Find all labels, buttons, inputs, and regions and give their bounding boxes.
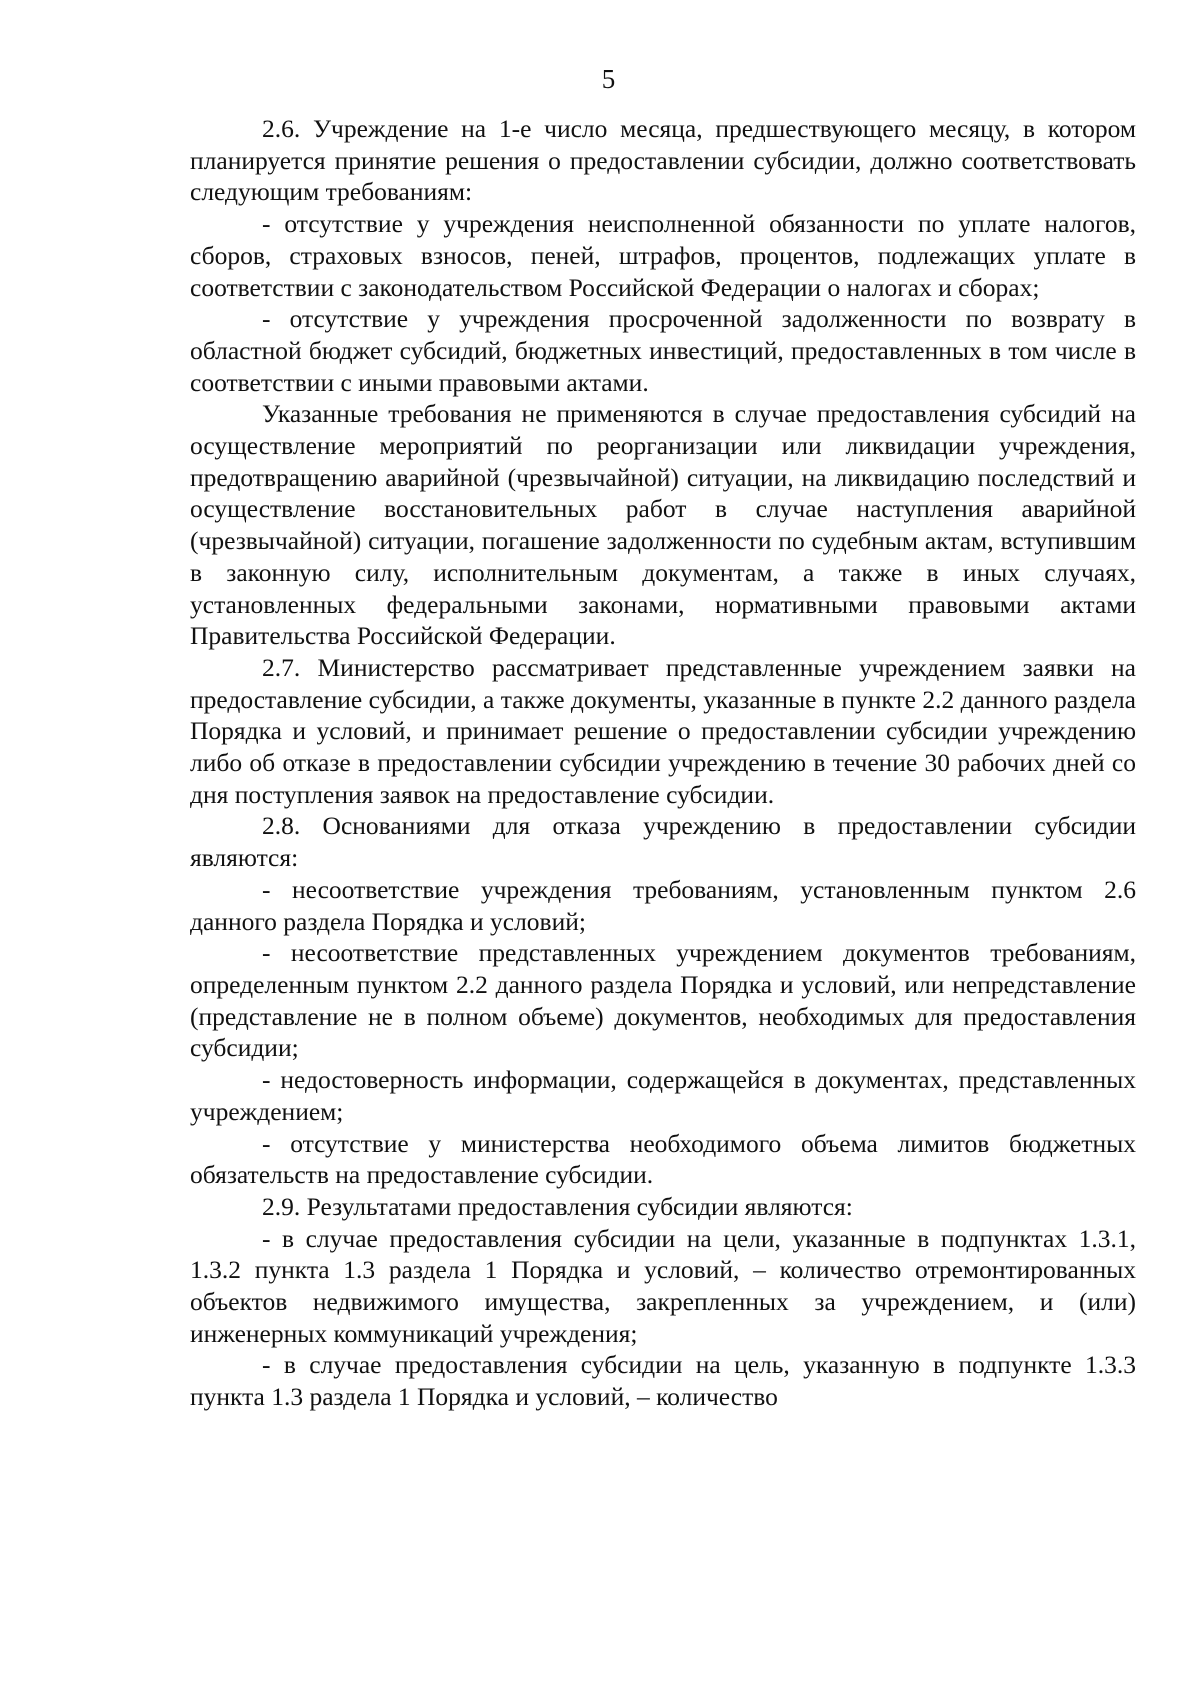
- result-subsection-1-3-3: - в случае предоставления субсидии на цель, указанную в подпункте 1.3.3 пункта 1.3 раздела 1 Порядка и условий, – количество: [190, 1350, 1136, 1412]
- paragraph-2-7: 2.7. Министерство рассматривает представленные учреждением заявки на предоставление субсидии, а также документы, указанные в пункте 2.2 данного раздела Порядка и условий, и принимает решение о предоставлении субсидии учреждению либо об отказе в предоставлении субсидии учреждению в течение 30 рабочих дней со дня поступления заявок на предоставление субсидии.: [190, 652, 1136, 809]
- paragraph-2-9: 2.9. Результатами предоставления субсидии являются:: [262, 1191, 853, 1221]
- requirement-no-tax-debt: - отсутствие у учреждения неисполненной обязанности по уплате налогов, сборов, страховых взносов, пеней, штрафов, процентов, подлежащих уплате в соответствии с законодательством Российской Федерации о налогах и сборах;: [190, 209, 1136, 302]
- refusal-ground-no-limits: - отсутствие у министерства необходимого объема лимитов бюджетных обязательств на предоставление субсидии.: [190, 1128, 1136, 1190]
- refusal-ground-noncompliance: - несоответствие учреждения требованиям, установленным пунктом 2.6 данного раздела Порядка и условий;: [190, 874, 1136, 936]
- page-number: 5: [601, 64, 616, 94]
- refusal-ground-unreliable-info: - недостоверность информации, содержащейся в документах, представленных учреждением;: [190, 1065, 1136, 1126]
- document-body: [190, 113, 1136, 1413]
- paragraph-2-8: 2.8. Основаниями для отказа учреждению в предоставлении субсидии являются:: [190, 811, 1136, 873]
- requirement-no-overdue-debt: - отсутствие у учреждения просроченной задолженности по возврату в областной бюджет субсидий, бюджетных инвестиций, предоставленных в том числе в соответствии с иными правовыми актами.: [190, 304, 1136, 397]
- result-repaired-objects: - в случае предоставления субсидии на цели, указанные в подпунктах 1.3.1, 1.3.2 пункта 1.3 раздела 1 Порядка и условий, – количество отремонтированных объектов недвижимого имущества, закрепленных за учреждением, и (или) инженерных коммуникаций учреждения;: [190, 1223, 1136, 1348]
- paragraph-2-6: 2.6. Учреждение на 1-е число месяца, предшествующего месяцу, в котором планируется принятие решения о предоставлении субсидии, должно соответствовать следующим требованиям:: [190, 114, 1136, 207]
- refusal-ground-documents: - несоответствие представленных учреждением документов требованиям, определенным пунктом 2.2 данного раздела Порядка и условий, или непредставление (представление не в полном объеме) документов, необходимых для предоставления субсидии;: [190, 938, 1136, 1063]
- requirements-exceptions: Указанные требования не применяются в случае предоставления субсидий на осуществление мероприятий по реорганизации или ликвидации учреждения, предотвращению аварийной (чрезвычайной) ситуации, на ликвидацию последствий и осуществление восстановительных работ в случае наступления аварийной (чрезвычайной) ситуации, погашение задолженности по судебным актам, вступившим в законную силу, исполнительным документам, а также в иных случаях, установленных федеральными законами, нормативными правовыми актами Правительства Российской Федерации.: [190, 399, 1136, 651]
